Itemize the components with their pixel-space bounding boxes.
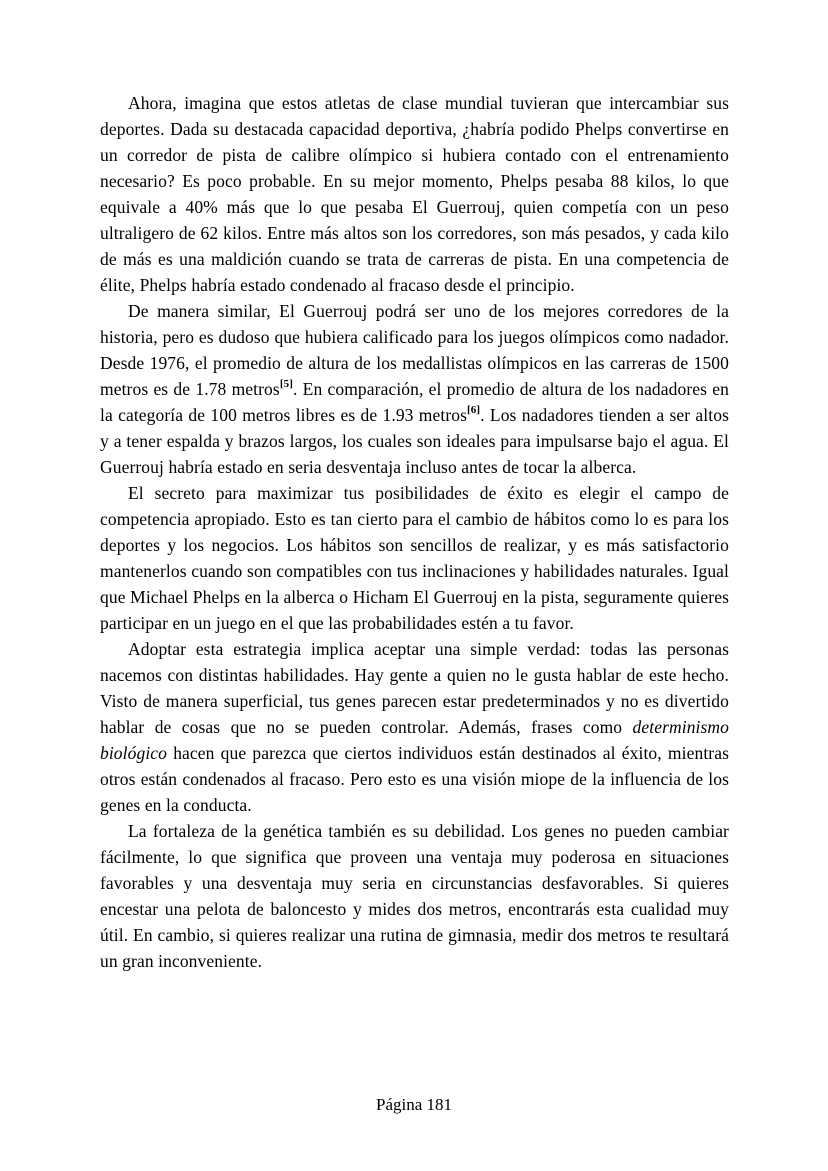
text-run: Adoptar esta estrategia implica aceptar una simple verdad: todas las personas nacemos con distintas habilidades. Hay gente a quien no le gusta hablar de este hecho. Visto de manera superficial, tus genes parecen estar predeterminados y no es divertido hablar de cosas que no se pueden controlar. Además, frases como: [100, 639, 729, 737]
paragraph: [100, 818, 729, 974]
page-number: Página 181: [375, 1095, 453, 1114]
page-text: [100, 90, 729, 974]
footnote-link[interactable]: [5]: [279, 378, 293, 391]
footnote-link[interactable]: [6]: [467, 404, 481, 417]
text-run: El secreto para maximizar tus posibilidades de éxito es elegir el campo de competencia apropiado. Esto es tan cierto para el cambio de hábitos como lo es para los deportes y los negocios. Los hábitos son sencillos de realizar, y es más satisfactorio mantenerlos cuando son compatibles con tus inclinaciones y habilidades naturales. Igual que Michael Phelps en la alberca o Hicham El Guerrouj en la pista, seguramente quieres participar en un juego en el que las probabilidades estén a tu favor.: [100, 483, 729, 633]
text-run: De manera similar, El Guerrouj podrá ser uno de los mejores corredores de la historia, pero es dudoso que hubiera calificado para los juegos olímpicos como nadador. Desde 1976, el promedio de altura de los medallistas olímpicos en las carreras de 1500 metros es de 1.78 metros: [100, 301, 729, 399]
text-run: hacen que parezca que ciertos individuos están destinados al éxito, mientras otros están condenados al fracaso. Pero esto es una visión miope de la influencia de los genes en la conducta.: [100, 743, 729, 815]
text-run: . En comparación, el promedio de altura de los nadadores en la categoría de 100 metros libres es de 1.93 metros: [100, 379, 729, 425]
emphasis-text: determinismo biológico: [100, 717, 729, 763]
text-run: Ahora, imagina que estos atletas de clase mundial tuvieran que intercambiar sus deportes. Dada su destacada capacidad deportiva, ¿habría podido Phelps convertirse en un corredor de pista de calibre olímpico si hubiera contado con el entrenamiento necesario? Es poco probable. En su mejor momento, Phelps pesaba 88 kilos, lo que equivale a 40% más que lo que pesaba El Guerrouj, quien competía con un peso ultraligero de 62 kilos. Entre más altos son los corredores, son más pesados, y cada kilo de más es una maldición cuando se trata de carreras de pista. En una competencia de élite, Phelps habría estado condenado al fracaso desde el principio.: [100, 93, 729, 295]
text-run: . Los nadadores tienden a ser altos y a tener espalda y brazos largos, los cuales son ideales para impulsarse bajo el agua. El Guerrouj habría estado en seria desventaja incluso antes de tocar la alberca.: [100, 405, 729, 477]
paragraph: [100, 298, 729, 480]
paragraph: [100, 480, 729, 636]
paragraph: [100, 636, 729, 818]
text-run: La fortaleza de la genética también es su debilidad. Los genes no pueden cambiar fácilmente, lo que significa que proveen una ventaja muy poderosa en situaciones favorables y una desventaja muy seria en circunstancias desfavorables. Si quieres encestar una pelota de baloncesto y mides dos metros, encontrarás esta cualidad muy útil. En cambio, si quieres realizar una rutina de gimnasia, medir dos metros te resultará un gran inconveniente.: [100, 821, 729, 971]
paragraph: [100, 90, 729, 298]
